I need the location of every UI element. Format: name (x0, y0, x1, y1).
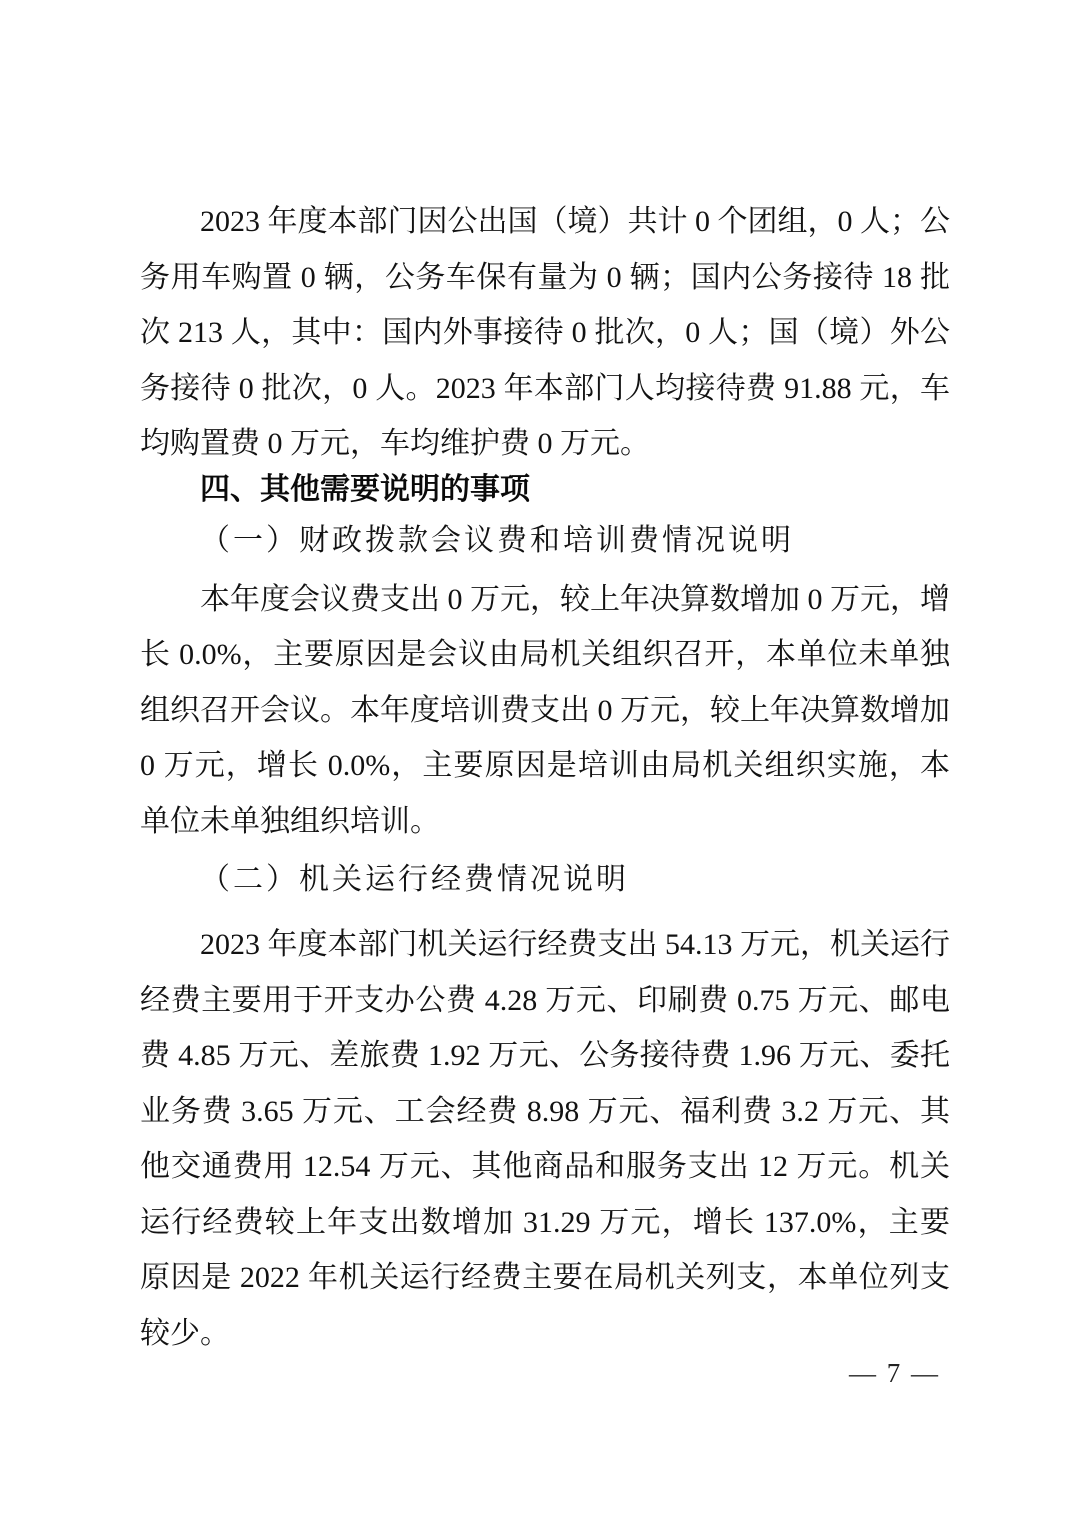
paragraph-operating-expenses-detail: 2023 年度本部门机关运行经费支出 54.13 万元，机关运行经费主要用于开支办公费 4.28 万元、印刷费 0.75 万元、邮电费 4.85 万元、差旅费 1.92 万元、公务接待费 1.96 万元、委托业务费 3.65 万元、工会经费 8.98 万元、福利费 3.2 万元、其他交通费用 12.54 万元、其他商品和服务支出 12 万元。机关运行经费较上年支出数增加 31.29 万元，增长 137.0%，主要原因是 2022 年机关运行经费主要在局机关列支，本单位列支较少。 (140, 928, 950, 1350)
paragraph-official-travel-vehicles-reception: 2023 年度本部门因公出国（境）共计 0 个团组，0 人；公务用车购置 0 辆，公务车保有量为 0 辆；国内公务接待 18 批次 213 人，其中：国内外事接待 0 批次，0 人；国（境）外公务接待 0 批次，0 人。2023 年本部门人均接待费 91.88 元，车均购置费 0 万元，车均维护费 0 万元。 (140, 205, 950, 460)
page-number: — 7 — (849, 1358, 940, 1388)
paragraph-meeting-training-fees-detail: 本年度会议费支出 0 万元，较上年决算数增加 0 万元，增长 0.0%，主要原因是会议由局机关组织召开，本单位未单独组织召开会议。本年度培训费支出 0 万元，较上年决算数增加 0 万元，增长 0.0%，主要原因是培训由局机关组织实施，本单位未单独组织培训。 (140, 582, 950, 838)
subsection-heading-meeting-training-fees: （一）财政拨款会议费和培训费情况说明 (200, 523, 794, 557)
document-content (140, 194, 950, 1361)
section-heading-other-matters: 四、其他需要说明的事项 (200, 472, 530, 506)
subsection-heading-operating-expenses: （二）机关运行经费情况说明 (200, 863, 629, 896)
